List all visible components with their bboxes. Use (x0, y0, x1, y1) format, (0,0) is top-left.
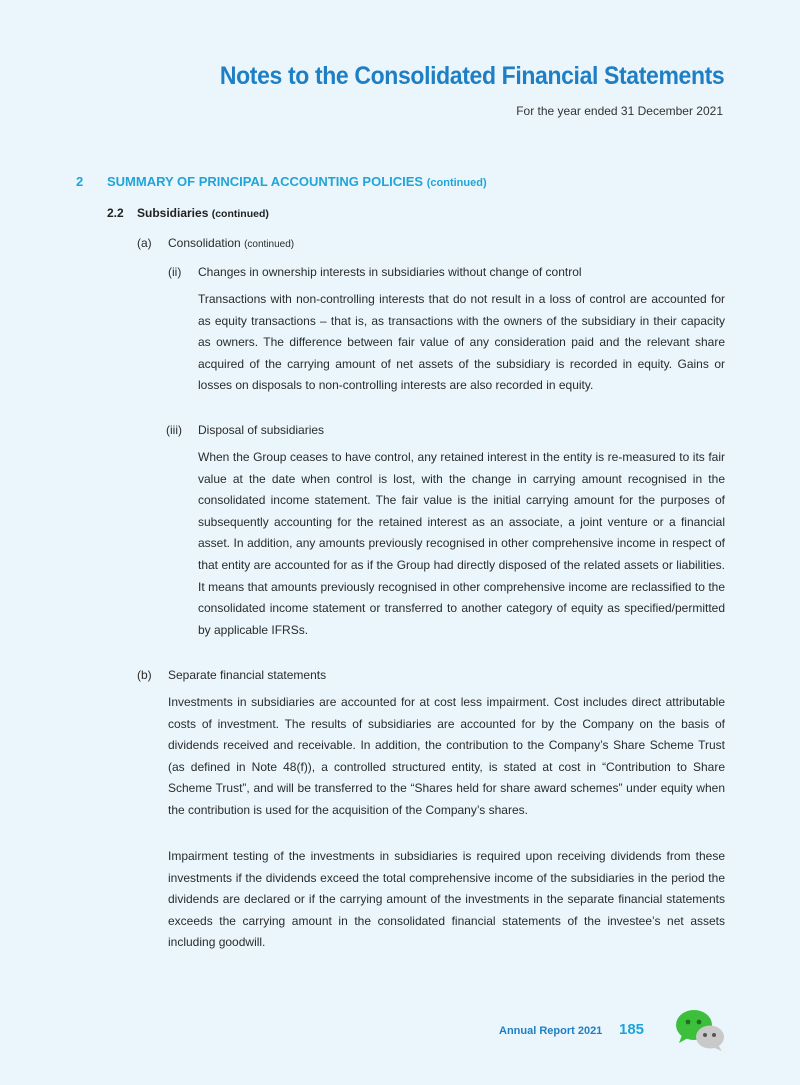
item-iii-title: Disposal of subsidiaries (198, 423, 325, 437)
subsection-number: 2.2 (107, 206, 124, 220)
subsection-heading (107, 206, 269, 220)
item-b-paragraph-1: Investments in subsidiaries are accounted for at cost less impairment. Cost includes direct attributable costs of investment. The results of subsidiaries are accounted for by the Company on the basis of dividends received and receivable. In addition, the contribution to the Company’s Share Scheme Trust (as defined in Note 48(f)), a controlled structured entity, is stated at cost in “Contribution to Share Scheme Trust”, and will be transferred to the “Shares held for share award schemes” under equity when the contribution is used for the acquisition of the Company’s shares. (168, 695, 725, 817)
item-ii-marker: (ii) (168, 265, 182, 279)
footer-report-label: Annual Report 2021 (499, 1025, 603, 1037)
item-iii-marker: (iii) (166, 423, 182, 437)
subsection-continued: (continued) (211, 208, 269, 220)
item-a-marker: (a) (137, 236, 152, 250)
item-ii-heading (168, 265, 582, 279)
section-title: SUMMARY OF PRINCIPAL ACCOUNTING POLICIES (107, 174, 424, 189)
item-b-paragraph-2: Impairment testing of the investments in subsidiaries is required upon receiving dividends from these investments if the dividends exceed the total comprehensive income of the subsidiaries in the period the dividends are declared or if the carrying amount of the investments in the separate financial statements exceeds the carrying amount in the consolidated financial statements of the investee’s net assets including goodwill. (168, 849, 725, 950)
item-a-heading (137, 236, 294, 250)
section-heading (76, 174, 487, 189)
item-b-heading (137, 668, 326, 682)
item-iii-paragraph: When the Group ceases to have control, any retained interest in the entity is re-measured to its fair value at the date when control is lost, with the change in carrying amount recognised in the consolidated income statement. The fair value is the initial carrying amount for the purposes of subsequently accounting for the retained interest as an associate, a joint venture or a financial asset. In addition, any amounts previously recognised in other comprehensive income in respect of that entity are accounted for as if the Group had directly disposed of the related assets or liabilities. It means that amounts previously recognised in other comprehensive income are reclassified to the consolidated income statement or transferred to another category of equity as specified/permitted by applicable IFRSs. (198, 450, 725, 637)
item-a-title: Consolidation (168, 236, 241, 250)
item-b-title: Separate financial statements (168, 668, 327, 682)
subsection-title: Subsidiaries (137, 206, 209, 220)
item-ii-title: Changes in ownership interests in subsidiaries without change of control (198, 265, 582, 279)
section-number: 2 (76, 174, 84, 189)
wechat-logo-icon (674, 1008, 726, 1052)
item-iii-heading (166, 423, 324, 437)
item-ii-paragraph: Transactions with non-controlling interests that do not result in a loss of control are accounted for as equity transactions – that is, as transactions with the owners of the subsidiary in their capacity as owners. The difference between fair value of any consideration paid and the relevant share acquired of the carrying amount of net assets of the subsidiary is recorded in equity. Gains or losses on disposals to non-controlling interests are also recorded in equity. (198, 292, 725, 393)
page-subtitle: For the year ended 31 December 2021 (516, 104, 723, 118)
section-continued: (continued) (426, 177, 487, 189)
page-title: Notes to the Consolidated Financial Statements (219, 62, 724, 90)
item-b-marker: (b) (137, 668, 152, 682)
footer-page-number: 185 (619, 1021, 645, 1038)
item-a-continued: (continued) (244, 239, 295, 250)
